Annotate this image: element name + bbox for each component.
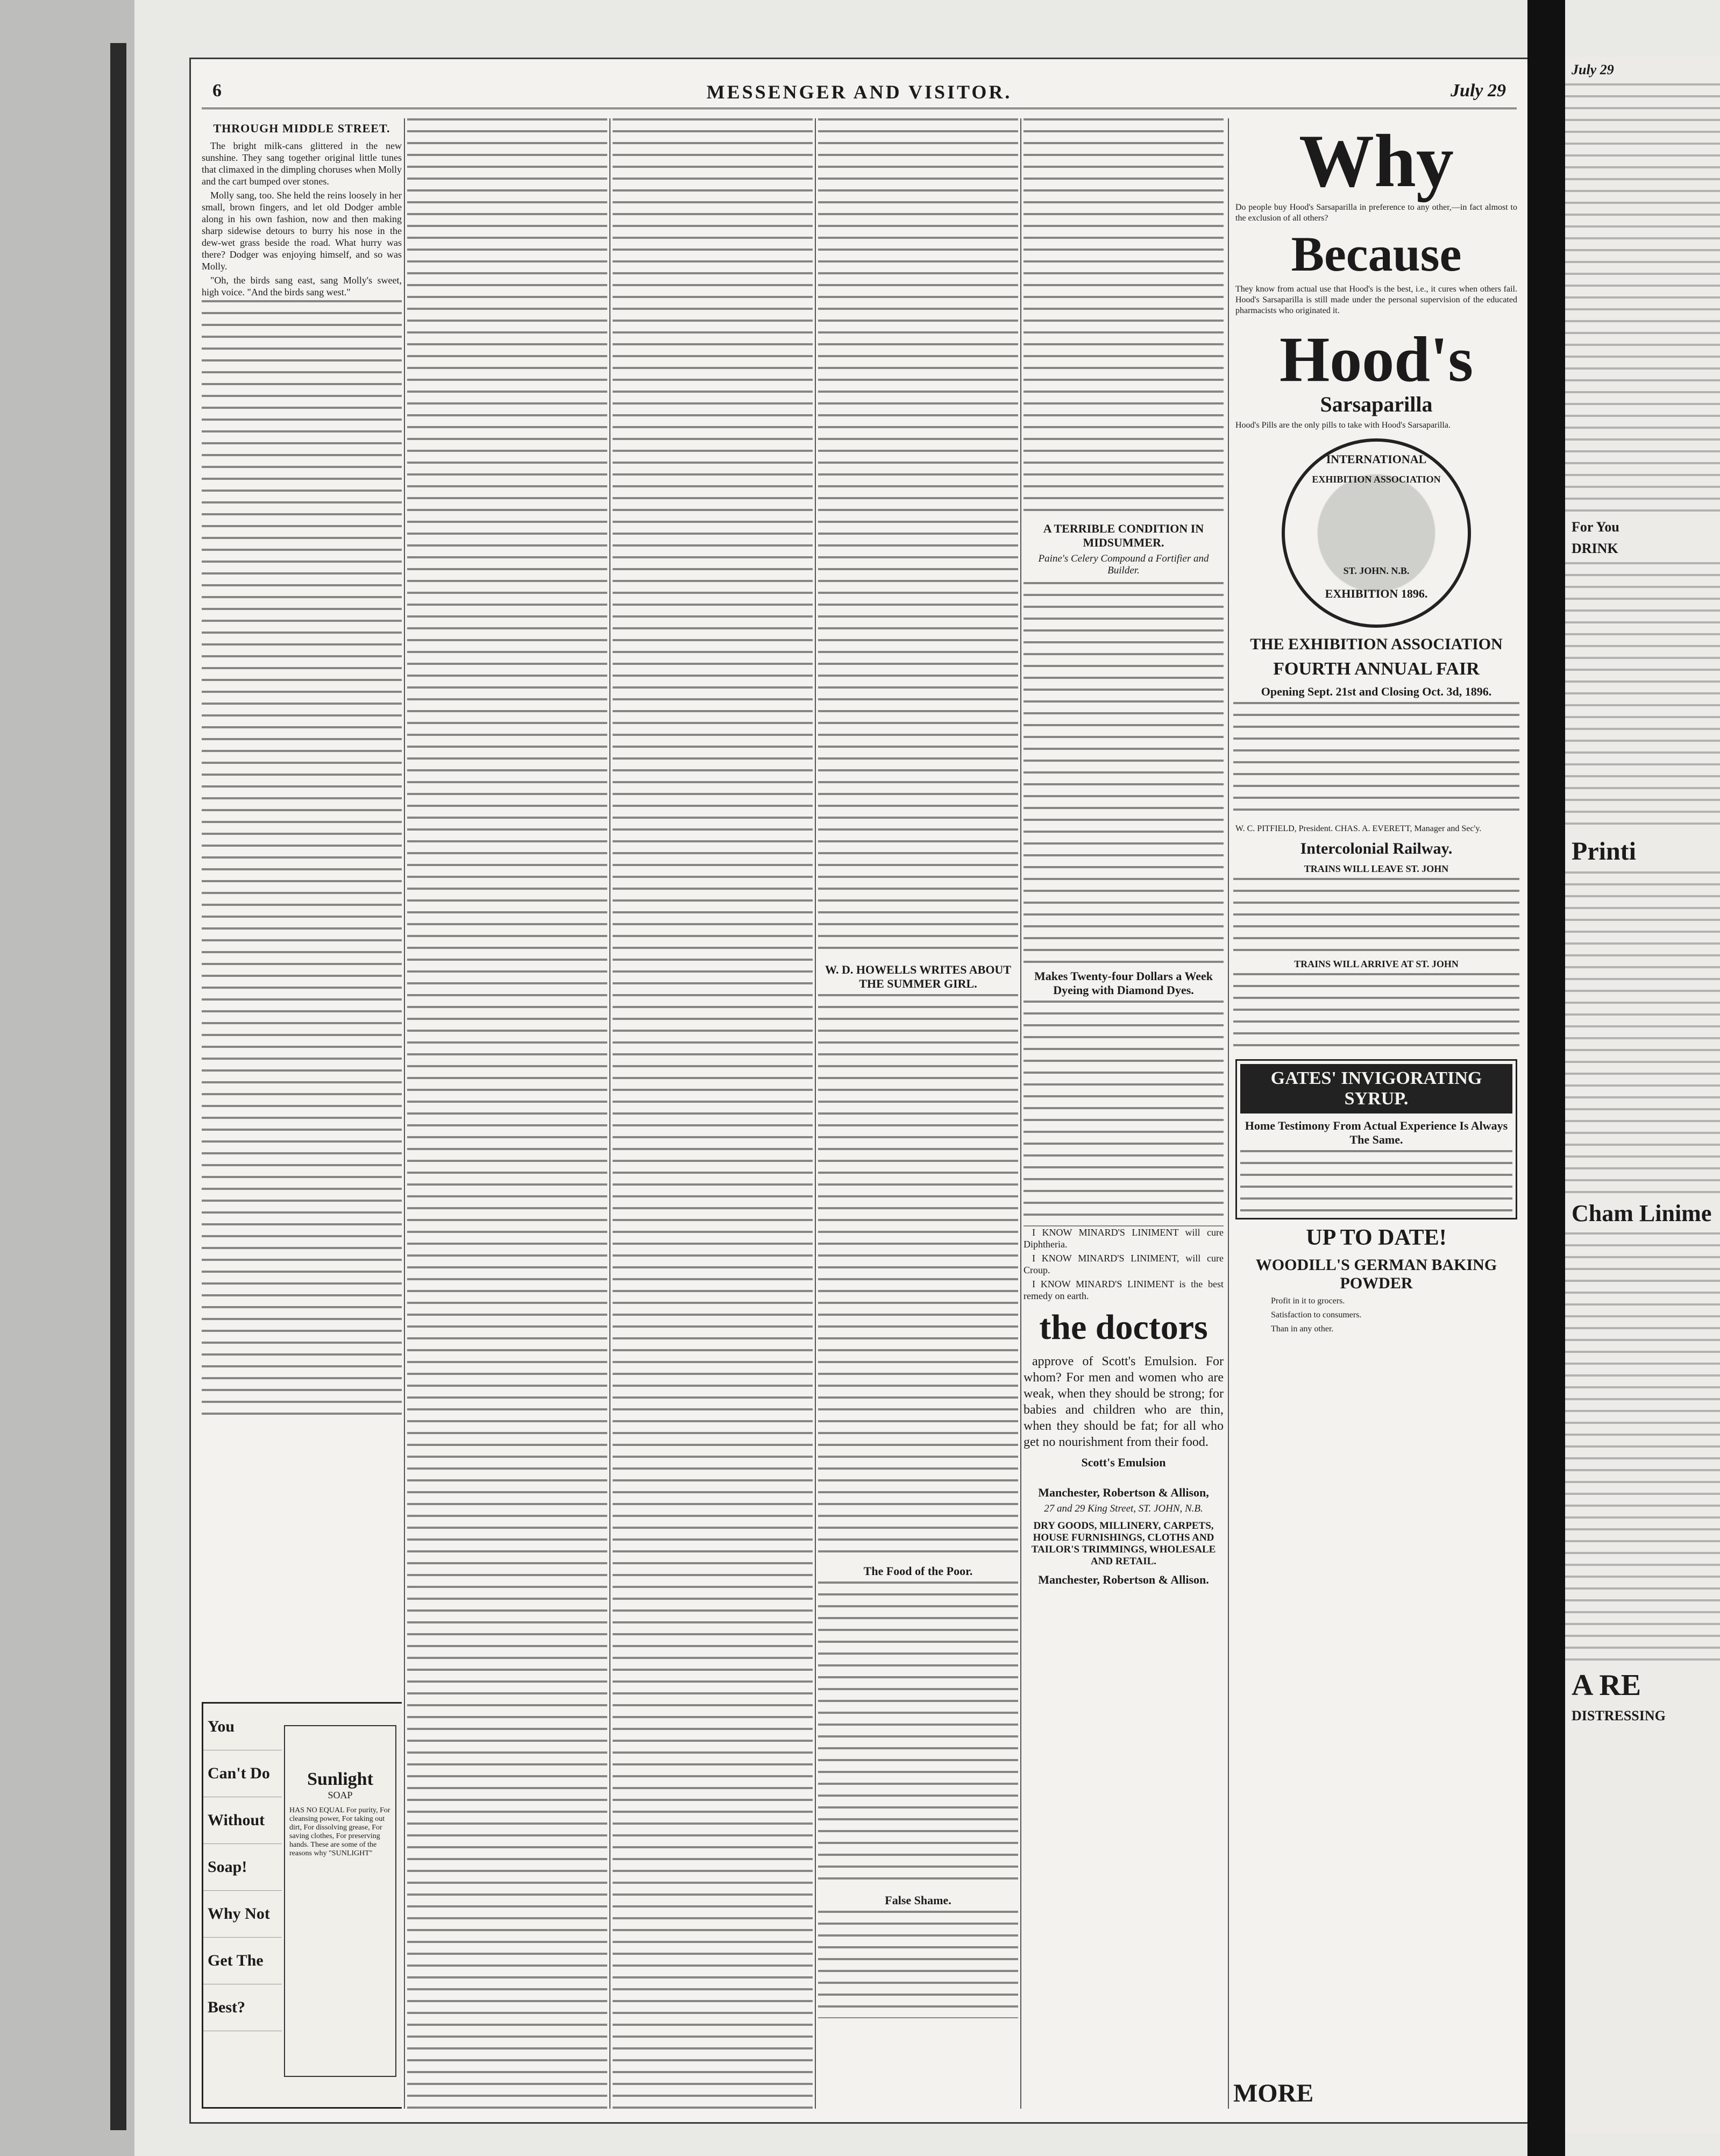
column-rule	[1020, 118, 1021, 2109]
howells-article-title: W. D. HOWELLS WRITES ABOUT THE SUMMER GIRL.	[825, 963, 1011, 990]
minard-testimonial: I KNOW MINARD'S LINIMENT, will cure Croup.	[1024, 1253, 1224, 1275]
merchant-name: Manchester, Robertson & Allison,	[1038, 1486, 1209, 1499]
fourth-annual-fair: FOURTH ANNUAL FAIR	[1273, 659, 1480, 679]
adjacent-page-text	[1565, 83, 1720, 514]
adjacent-page-heading: Printi	[1572, 837, 1636, 866]
column-2	[407, 118, 607, 2109]
page-number: 6	[212, 81, 222, 101]
adjacent-page-heading: Cham Linime	[1572, 1200, 1712, 1226]
trains-arrive-heading: TRAINS WILL ARRIVE AT ST. JOHN	[1294, 959, 1459, 969]
newspaper-page	[191, 59, 1527, 2122]
article-body-text	[818, 118, 1018, 958]
article-title-middle-street: THROUGH MIDDLE STREET.	[213, 122, 390, 135]
article-paragraph: The bright milk-cans glittered in the new sunshine. They sang together original little tunes that climaxed in the dimpling choruses when Molly and the cart bumped over stones.	[202, 140, 402, 187]
ad-word: Best?	[203, 1984, 282, 2031]
advertisement-column	[1233, 118, 1519, 2109]
gates-syrup-ad	[1235, 1059, 1517, 1219]
article-body-text	[818, 1581, 1018, 1888]
hoods-brand: Hood's	[1279, 323, 1474, 395]
up-to-date-headline: UP TO DATE!	[1306, 1225, 1447, 1250]
column-5	[1024, 118, 1224, 2109]
column-rule	[609, 118, 610, 2109]
shame-article-title: False Shame.	[885, 1893, 951, 1907]
exhibition-association-title: THE EXHIBITION ASSOCIATION	[1250, 635, 1503, 653]
ad-word: Soap!	[203, 1844, 282, 1891]
seal-text-mid: EXHIBITION ASSOCIATION	[1312, 474, 1441, 485]
film-edge	[110, 43, 126, 2130]
column-1	[202, 118, 402, 2109]
railway-timetable	[1233, 973, 1519, 1054]
fair-signatories: W. C. PITFIELD, President. CHAS. A. EVERETT, Manager and Sec'y.	[1235, 824, 1482, 833]
woodills-powder: WOODILL'S GERMAN BAKING POWDER	[1255, 1256, 1497, 1292]
diamond-dyes-title: Makes Twenty-four Dollars a Week Dyeing with Diamond Dyes.	[1034, 969, 1213, 997]
adjacent-page-text	[1565, 871, 1720, 1194]
ad-word: Get The	[203, 1938, 282, 1984]
page-date: July 29	[1451, 81, 1506, 101]
ad-word: You	[203, 1704, 282, 1750]
hoods-because-text: They know from actual use that Hood's is the best, i.e., it cures when others fail. Hood's Sarsaparilla is still made under the personal supervision of the educated pharmacists who originated it.	[1235, 285, 1517, 315]
hoods-question: Do people buy Hood's Sarsaparilla in preference to any other,—in fact almost to the exclusion of all others?	[1235, 203, 1517, 223]
page-gutter	[1527, 0, 1565, 2156]
paines-subtitle: Paine's Celery Compound a Fortifier and Builder.	[1038, 553, 1209, 576]
adjacent-page-text	[1565, 1232, 1720, 1663]
satisfaction-line: Satisfaction to consumers.	[1271, 1310, 1362, 1320]
profit-line: Profit in it to grocers.	[1271, 1296, 1345, 1306]
ad-word: Why Not	[203, 1891, 282, 1938]
hoods-sarsaparilla: Sarsaparilla	[1320, 392, 1433, 416]
hoods-pills-line: Hood's Pills are the only pills to take with Hood's Sarsaparilla.	[1235, 421, 1451, 430]
article-body-text	[1024, 118, 1224, 516]
minard-testimonial: I KNOW MINARD'S LINIMENT will cure Diphtheria.	[1024, 1227, 1224, 1250]
sunlight-claims: HAS NO EQUAL For purity, For cleansing power, For taking out dirt, For dissolving grease, For saving clothes, For preserving hands. These are some of the reasons why "SUNLIGHT"	[289, 1806, 390, 1857]
ad-word: Without	[203, 1797, 282, 1844]
adjacent-page-heading: DRINK	[1572, 541, 1618, 556]
column-rule	[815, 118, 816, 2109]
exhibition-seal-emblem	[1282, 438, 1471, 628]
seal-text-city: ST. JOHN. N.B.	[1343, 565, 1410, 576]
sunlight-soap-label: SOAP	[328, 1790, 353, 1800]
fair-details-text	[1233, 702, 1519, 820]
adjacent-page-heading: A RE	[1572, 1669, 1641, 1702]
adjacent-page-heading: For You	[1572, 519, 1619, 535]
hoods-because-headline: Because	[1291, 226, 1462, 281]
trains-leave-heading: TRAINS WILL LEAVE ST. JOHN	[1304, 863, 1449, 874]
minard-testimonial: I KNOW MINARD'S LINIMENT is the best remedy on earth.	[1024, 1279, 1224, 1301]
masthead-title: MESSENGER AND VISITOR.	[706, 81, 1012, 103]
ad-word: Can't Do	[203, 1750, 282, 1797]
seal-text-year: EXHIBITION 1896.	[1325, 587, 1428, 600]
fair-dates: Opening Sept. 21st and Closing Oct. 3d, 1896.	[1261, 685, 1492, 698]
gates-ad-text	[1240, 1150, 1512, 1215]
column-rule	[1228, 118, 1229, 2109]
railway-timetable	[1233, 878, 1519, 953]
merchant-footer: Manchester, Robertson & Allison.	[1038, 1573, 1209, 1586]
seal-text-top: INTERNATIONAL	[1326, 452, 1427, 466]
sunlight-logo-box	[284, 1725, 396, 2077]
article-body-text	[818, 994, 1018, 1559]
adjacent-page-date: July 29	[1572, 62, 1614, 77]
intercolonial-railway-title: Intercolonial Railway.	[1300, 840, 1453, 857]
sunlight-logo: Sunlight	[307, 1769, 373, 1789]
column-rule	[404, 118, 405, 2109]
article-paragraph: "Oh, the birds sang east, sang Molly's sweet, high voice. "And the birds sang west."	[202, 275, 402, 297]
merchant-address: 27 and 29 King Street, ST. JOHN, N.B.	[1044, 1503, 1203, 1514]
adjacent-page-fragment	[1565, 56, 1720, 2133]
column-3	[613, 118, 813, 2109]
home-testimony: Home Testimony From Actual Experience Is Always The Same.	[1245, 1119, 1508, 1146]
article-body-text	[202, 300, 402, 1419]
scotts-emulsion-name: Scott's Emulsion	[1081, 1456, 1166, 1469]
article-body-text	[1024, 1001, 1224, 1226]
film-margin-left	[0, 0, 134, 2156]
column-4	[818, 118, 1018, 2109]
article-body-text	[818, 1911, 1018, 2018]
food-article-title: The Food of the Poor.	[863, 1564, 973, 1578]
doctors-headline: the doctors	[1039, 1308, 1208, 1347]
adjacent-page-heading: DISTRESSING	[1572, 1708, 1666, 1724]
more-vertical-text: MORE	[1233, 2079, 1314, 2108]
terrible-condition-title: A TERRIBLE CONDITION IN MIDSUMMER.	[1043, 522, 1204, 549]
gates-syrup-banner: GATES' INVIGORATING SYRUP.	[1240, 1064, 1512, 1114]
article-body-text	[407, 118, 607, 2109]
than-line: Than in any other.	[1271, 1324, 1334, 1334]
merchant-goods: DRY GOODS, MILLINERY, CARPETS, HOUSE FURNISHINGS, CLOTHS AND TAILOR'S TRIMMINGS, WHOLESALE AND RETAIL.	[1031, 1520, 1216, 1567]
hoods-why-headline: Why	[1299, 119, 1454, 203]
article-body-text	[1024, 582, 1224, 964]
scotts-ad-text: approve of Scott's Emulsion. For whom? For men and women who are weak, when they should be strong; for babies and children who are thin, when they should be fat; for all who get no nourishment from their food.	[1024, 1354, 1224, 1449]
sunlight-soap-ad	[202, 1702, 402, 2109]
page-header	[202, 75, 1517, 109]
adjacent-page-text	[1565, 562, 1720, 831]
article-body-text	[613, 118, 813, 2109]
article-paragraph: Molly sang, too. She held the reins loosely in her small, brown fingers, and let old Dodger amble along in his own fashion, now and then making sharp sidewise detours to burry his nose in the dew-wet grass beside the road. What hurry was there? Dodger was enjoying himself, and so was Molly.	[202, 190, 402, 272]
